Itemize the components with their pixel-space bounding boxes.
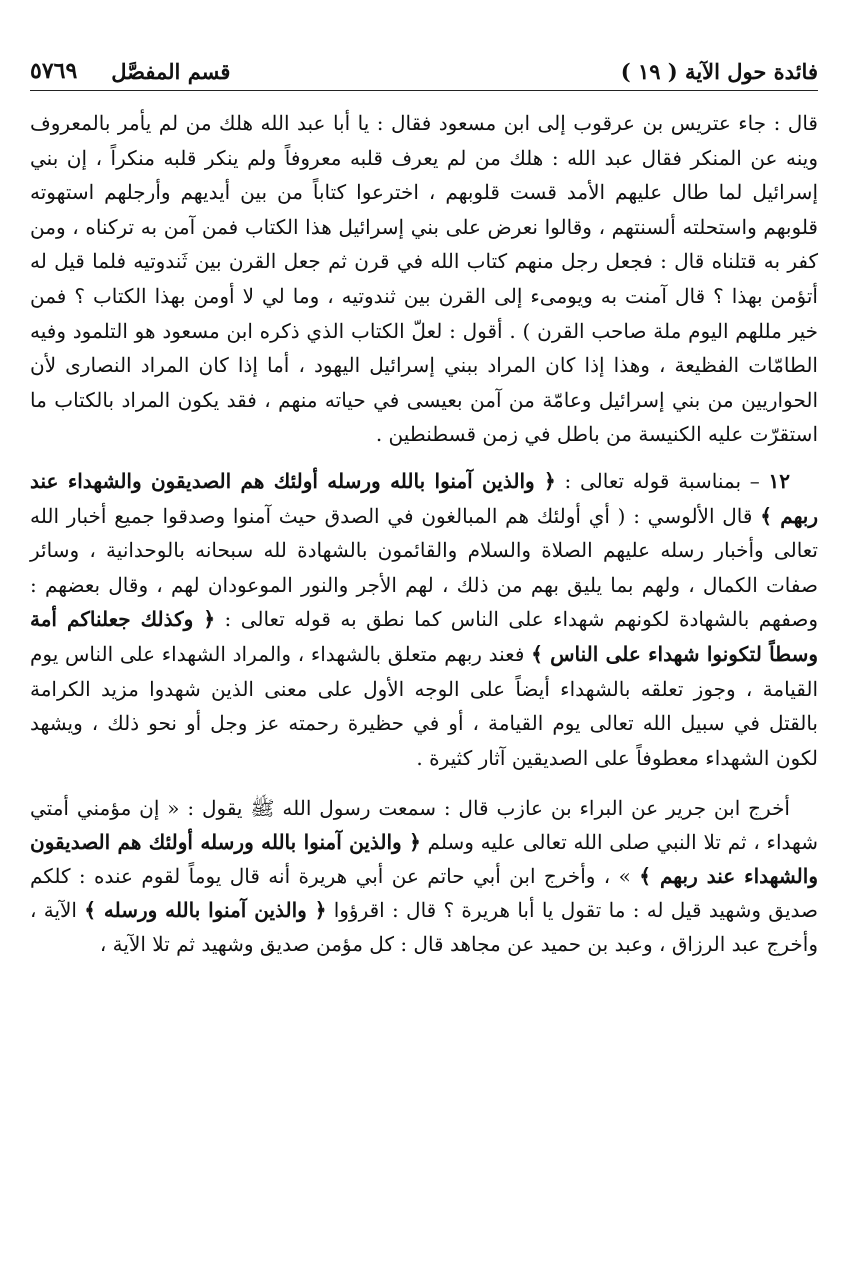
paragraph-3-text-2: » ، وأخرج ابن أبي حاتم عن أبي هريرة أنه قال يوماً لقوم عنده : كلكم صديق وشهيد قيل له : ما تقول يا أبا هريرة ؟ قال : اقرؤوا xyxy=(30,864,818,923)
item-number: ١٢ xyxy=(768,468,790,493)
quran-verse-4: ﴿ والذين آمنوا بالله ورسله ﴾ xyxy=(84,898,327,923)
paragraph-2 xyxy=(30,464,818,775)
paragraph-1 xyxy=(30,106,818,452)
paragraph-2-intro: بمناسبة قوله تعالى : xyxy=(555,468,742,493)
paragraph-2-text-1: قال الألوسي : ( أي أولئك هم المبالغون في الصدق حيث آمنوا وصدقوا جميع أخبار الله تعالى وأخبار رسله عليهم الصلاة والسلام والقائمون بالشهادة لله سبحانه بالوحدانية ، وسائر صفات الكمال ، ولهم بما يليق بهم من ذلك ، لهم الأجر والنور الموعودان لهم ، وقال بعضهم : وصفهم بالشهادة لكونهم شهداء على الناس كما نطق به قوله تعالى : xyxy=(30,503,818,632)
quran-verse-2: ﴿ وكذلك جعلناكم أمة وسطاً لتكونوا شهداء على الناس ﴾ xyxy=(30,607,819,666)
paragraph-3-text-1: أخرج ابن جرير عن البراء بن عازب قال : سمعت رسول الله ﷺ يقول : « إن مؤمني أمتي شهداء ، ثم تلا النبي صلى الله تعالى عليه وسلم xyxy=(30,796,818,855)
body-text xyxy=(30,106,818,961)
paragraph-2-text-2: فعند ربهم متعلق بالشهداء ، والمراد الشهداء على الناس يوم القيامة ، وجوز تعلقه بالشهداء أيضاً على الوجه الأول على معنى الذين شهدوا مزيد الكرامة بالقتل في سبيل الله تعالى يوم القيامة ، أو في حظيرة رحمته عز وجل أو نحو ذلك ، ويشهد لكون الشهداء معطوفاً على الصديقين آثار كثيرة . xyxy=(30,641,818,770)
item-dash: – xyxy=(741,468,769,493)
paragraph-3-text-3: الآية ، وأخرج عبد الرزاق ، وعبد بن حميد عن مجاهد قال : كل مؤمن صديق وشهيد ثم تلا الآية ، xyxy=(30,898,818,957)
paragraph-1-text: قال : جاء عتريس بن عرقوب إلى ابن مسعود فقال : يا أبا عبد الله هلك من لم يأمر بالمعروف وينه عن المنكر فقال عبد الله : هلك من لم يعرف قلبه معروفاً ولم ينكر قلبه منكراً ، إن بني إسرائيل لما طال عليهم الأمد قست قلوبهم ، اخترعوا كتاباً من بين أيديهم وأرجلهم استهوته قلوبهم واستحلته ألسنتهم ، وقالوا نعرض على بني إسرائيل هذا الكتاب فمن آمن به تركناه ، ومن كفر به قتلناه قال : فجعل رجل منهم كتاب الله في قرن ثم جعل القرن بين ثَندوتيه فلما قيل له أتؤمن بهذا ؟ قال آمنت به ويومىء إلى القرن بين ثندوتيه ، وما لي لا أومن بهذا الكتاب ؟ فمن خير مللهم اليوم ملة صاحب القرن ) . أقول : لعلّ الكتاب الذي ذكره ابن مسعود هو التلمود وفيه الطامّات الفظيعة ، وهذا إذا كان المراد ببني إسرائيل اليهود ، أما إذا كان المراد النصارى لأن الحواريين من بني إسرائيل وعامّة من آمن بعيسى في حياته منهم ، فقد يكون المراد بالكتاب ما استقرّت عليه الكنيسة من باطل في زمن قسطنطين . xyxy=(30,111,818,447)
header-left-group xyxy=(30,58,230,84)
running-head: فائدة حول الآية ( ١٩ ) xyxy=(620,58,818,84)
section-name: قسم المفصَّل xyxy=(111,58,231,84)
page-header xyxy=(30,52,818,91)
quran-verse-1: ﴿ والذين آمنوا بالله ورسله أولئك هم الصديقون والشهداء عند ربهم ﴾ xyxy=(30,468,819,528)
quran-verse-3: ﴿ والذين آمنوا بالله ورسله أولئك هم الصديقون والشهداء عند ربهم ﴾ xyxy=(30,830,818,889)
paragraph-3 xyxy=(30,791,818,961)
page-number: ٥٧٦٩ xyxy=(30,58,78,84)
